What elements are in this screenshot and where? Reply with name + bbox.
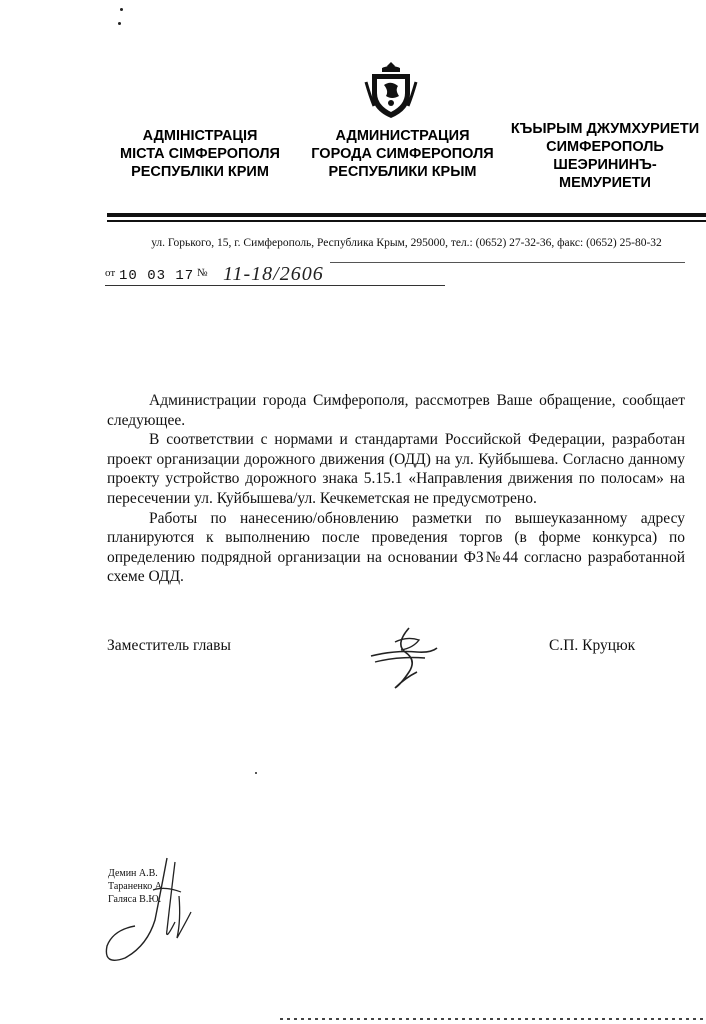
reference-line bbox=[105, 263, 705, 289]
reference-number-label: № bbox=[197, 267, 208, 279]
executor-name: Тараненко А. bbox=[108, 881, 165, 892]
header-line: ШЕЭРИНИНЪ- bbox=[553, 157, 657, 173]
coat-of-arms-emblem bbox=[364, 60, 418, 125]
reference-underline bbox=[105, 285, 445, 286]
header-russian bbox=[300, 127, 505, 181]
header-ukrainian bbox=[105, 127, 295, 181]
header-line: ГОРОДА СИМФЕРОПОЛЯ bbox=[311, 146, 494, 162]
handwritten-signature bbox=[365, 622, 445, 697]
reference-date: 10 03 17 bbox=[119, 268, 195, 284]
letter-body bbox=[107, 391, 685, 587]
header-line: МІСТА СІМФЕРОПОЛЯ bbox=[120, 146, 280, 162]
body-paragraph: Администрации города Симферополя, рассмотрев Ваше обращение, сообщает следующее. bbox=[107, 392, 685, 429]
executor-name: Демин А.В. bbox=[108, 868, 158, 879]
header-line: АДМИНИСТРАЦИЯ bbox=[335, 128, 470, 144]
header-line: РЕСПУБЛІКИ КРИМ bbox=[131, 164, 269, 180]
header-line: КЪЫРЫМ ДЖУМХУРИЕТИ bbox=[510, 121, 700, 137]
body-paragraph: Работы по нанесению/обновлению разметки по вышеуказанному адресу планируются к выполнению после проведения торгов (в форме конкурса) по определению подрядной организации на основании ФЗ№44 согласно разработанной схеме ОДД. bbox=[107, 509, 685, 586]
reference-number: 11-18/2606 bbox=[223, 263, 324, 285]
scan-speck bbox=[118, 22, 121, 25]
signatory-title: Заместитель главы bbox=[107, 637, 231, 654]
handwritten-initials bbox=[95, 850, 205, 975]
scan-edge-mark bbox=[280, 1018, 706, 1020]
header-rule-thick bbox=[107, 213, 706, 217]
header-line: АДМІНІСТРАЦІЯ bbox=[142, 128, 258, 144]
header-line: МЕМУРИЕТИ bbox=[559, 175, 651, 191]
header-rule-thin bbox=[107, 220, 706, 222]
executor-name: Галяса В.Ю. bbox=[108, 894, 162, 905]
signatory-name: С.П. Круцюк bbox=[549, 637, 636, 654]
reference-from-label: от bbox=[105, 267, 116, 279]
header-crimean-tatar bbox=[505, 120, 705, 192]
address-line: ул. Горького, 15, г. Симферополь, Республика Крым, 295000, тел.: (0652) 27-32-36, факс: (0652) 25-80-32 bbox=[151, 237, 662, 249]
header-line: РЕСПУБЛИКИ КРЫМ bbox=[328, 164, 477, 180]
scan-speck bbox=[120, 8, 123, 11]
header-line: СИМФЕРОПОЛЬ bbox=[546, 139, 664, 155]
scan-speck bbox=[255, 772, 257, 774]
body-paragraph: В соответствии с нормами и стандартами Российской Федерации, разработан проект организации дорожного движения (ОДД) на ул. Куйбышева. Согласно данному проекту устройство дорожного знака 5.15.1 «Направления движения по полосам» на пересечении ул. Куйбышева/ул. Кечкеметская не предусмотрено. bbox=[107, 431, 685, 507]
